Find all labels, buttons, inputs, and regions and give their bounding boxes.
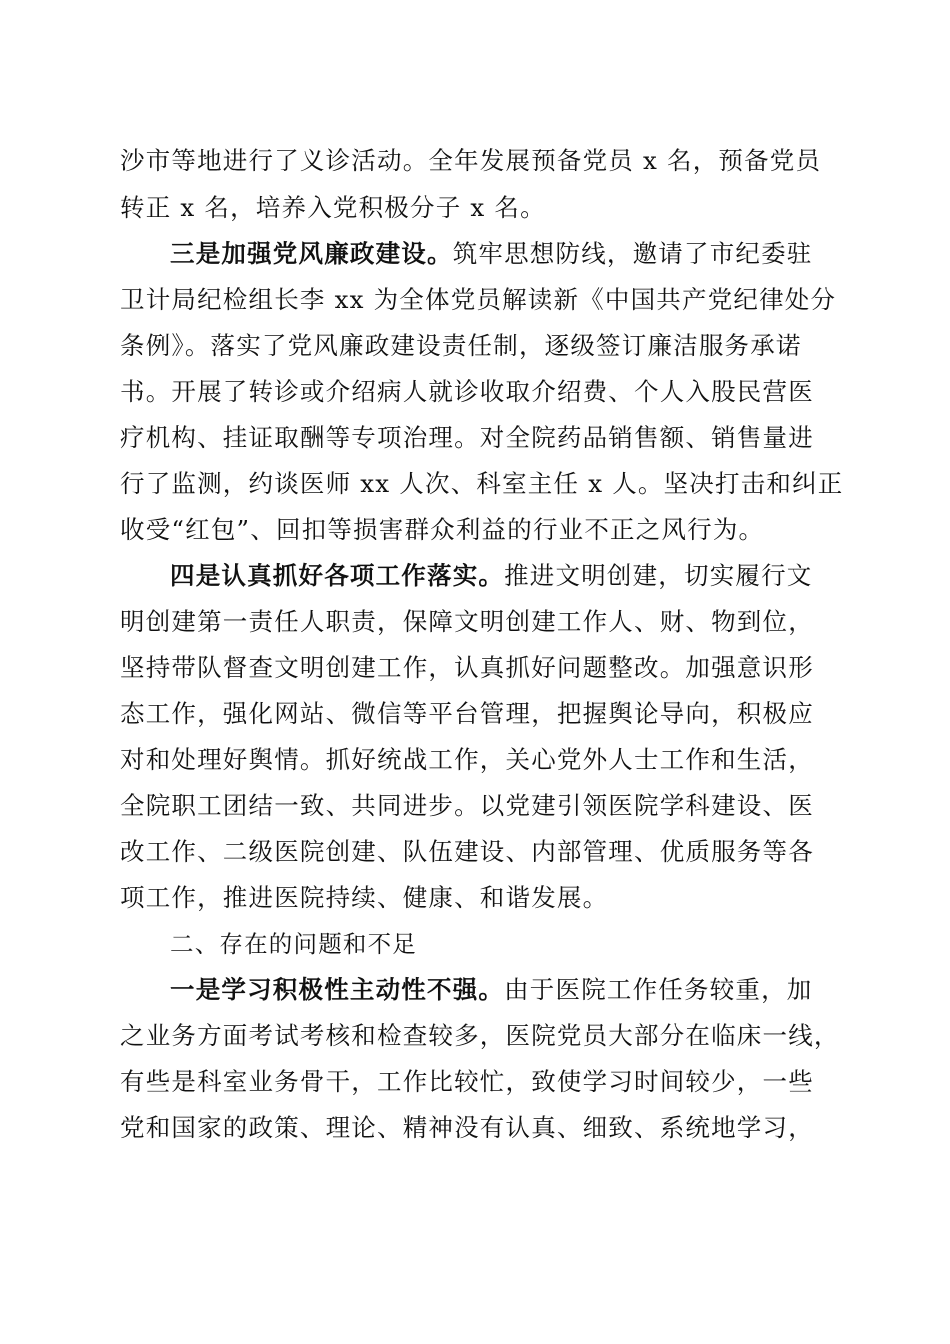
body-text-line: 态工作，强化网站、微信等平台管理，把握舆论导向，积极应: [120, 699, 814, 728]
paragraph-lead: 一是学习积极性主动性不强。: [170, 975, 505, 1004]
paragraph-lead: 四是认真抓好各项工作落实。: [170, 561, 505, 590]
body-text-line: 明创建第一责任人职责，保障文明创建工作人、财、物到位，: [120, 607, 814, 636]
body-text-line: 改工作、二级医院创建、队伍建设、内部管理、优质服务等各: [120, 837, 814, 866]
section-heading: 二、存在的问题和不足: [170, 930, 417, 958]
body-text-line: 疗机构、挂证取酬等专项治理。对全院药品销售额、销售量进: [120, 423, 814, 452]
body-text: 筑牢思想防线，邀请了市纪委驻: [452, 239, 813, 268]
body-text-line: 全院职工团结一致、共同进步。以党建引领医院学科建设、医: [120, 791, 814, 820]
body-text-line: 党和国家的政策、理论、精神没有认真、细致、系统地学习，: [120, 1113, 814, 1142]
paragraph-lead: 三是加强党风廉政建设。: [170, 239, 453, 268]
body-text-line: 项工作，推进医院持续、健康、和谐发展。: [120, 883, 609, 912]
body-text-line: 收受“红包”、回扣等损害群众利益的行业不正之风行为。: [120, 515, 765, 544]
body-text: 推进文明创建，切实履行文: [504, 561, 813, 590]
body-text-line: 有些是科室业务骨干，工作比较忙，致使学习时间较少，一些: [120, 1067, 814, 1096]
paragraph-first-line: [170, 234, 840, 274]
paragraph-first-line: [170, 556, 840, 596]
body-text-line: 行了监测，约谈医师 xx 人次、科室主任 x 人。坚决打击和纠正: [120, 469, 844, 498]
paragraph-first-line: [170, 970, 840, 1010]
body-text-line: 转正 x 名，培养入党积极分子 x 名。: [120, 193, 546, 222]
body-text-line: 条例》。落实了党风廉政建设责任制，逐级签订廉洁服务承诺: [120, 331, 802, 360]
body-text-line: 之业务方面考试考核和检查较多，医院党员大部分在临床一线，: [120, 1021, 840, 1050]
body-text-line: 对和处理好舆情。抓好统战工作，关心党外人士工作和生活，: [120, 745, 814, 774]
body-text-line: 卫计局纪检组长李 xx 为全体党员解读新《中国共产党纪律处分: [120, 285, 837, 314]
body-text-line: 书。开展了转诊或介绍病人就诊收取介绍费、个人入股民营医: [120, 377, 814, 406]
body-text: 由于医院工作任务较重，加: [504, 975, 813, 1004]
body-text-line: 坚持带队督查文明创建工作，认真抓好问题整改。加强意识形: [120, 653, 814, 682]
body-text-line: 沙市等地进行了义诊活动。全年发展预备党员 x 名，预备党员: [120, 146, 822, 175]
